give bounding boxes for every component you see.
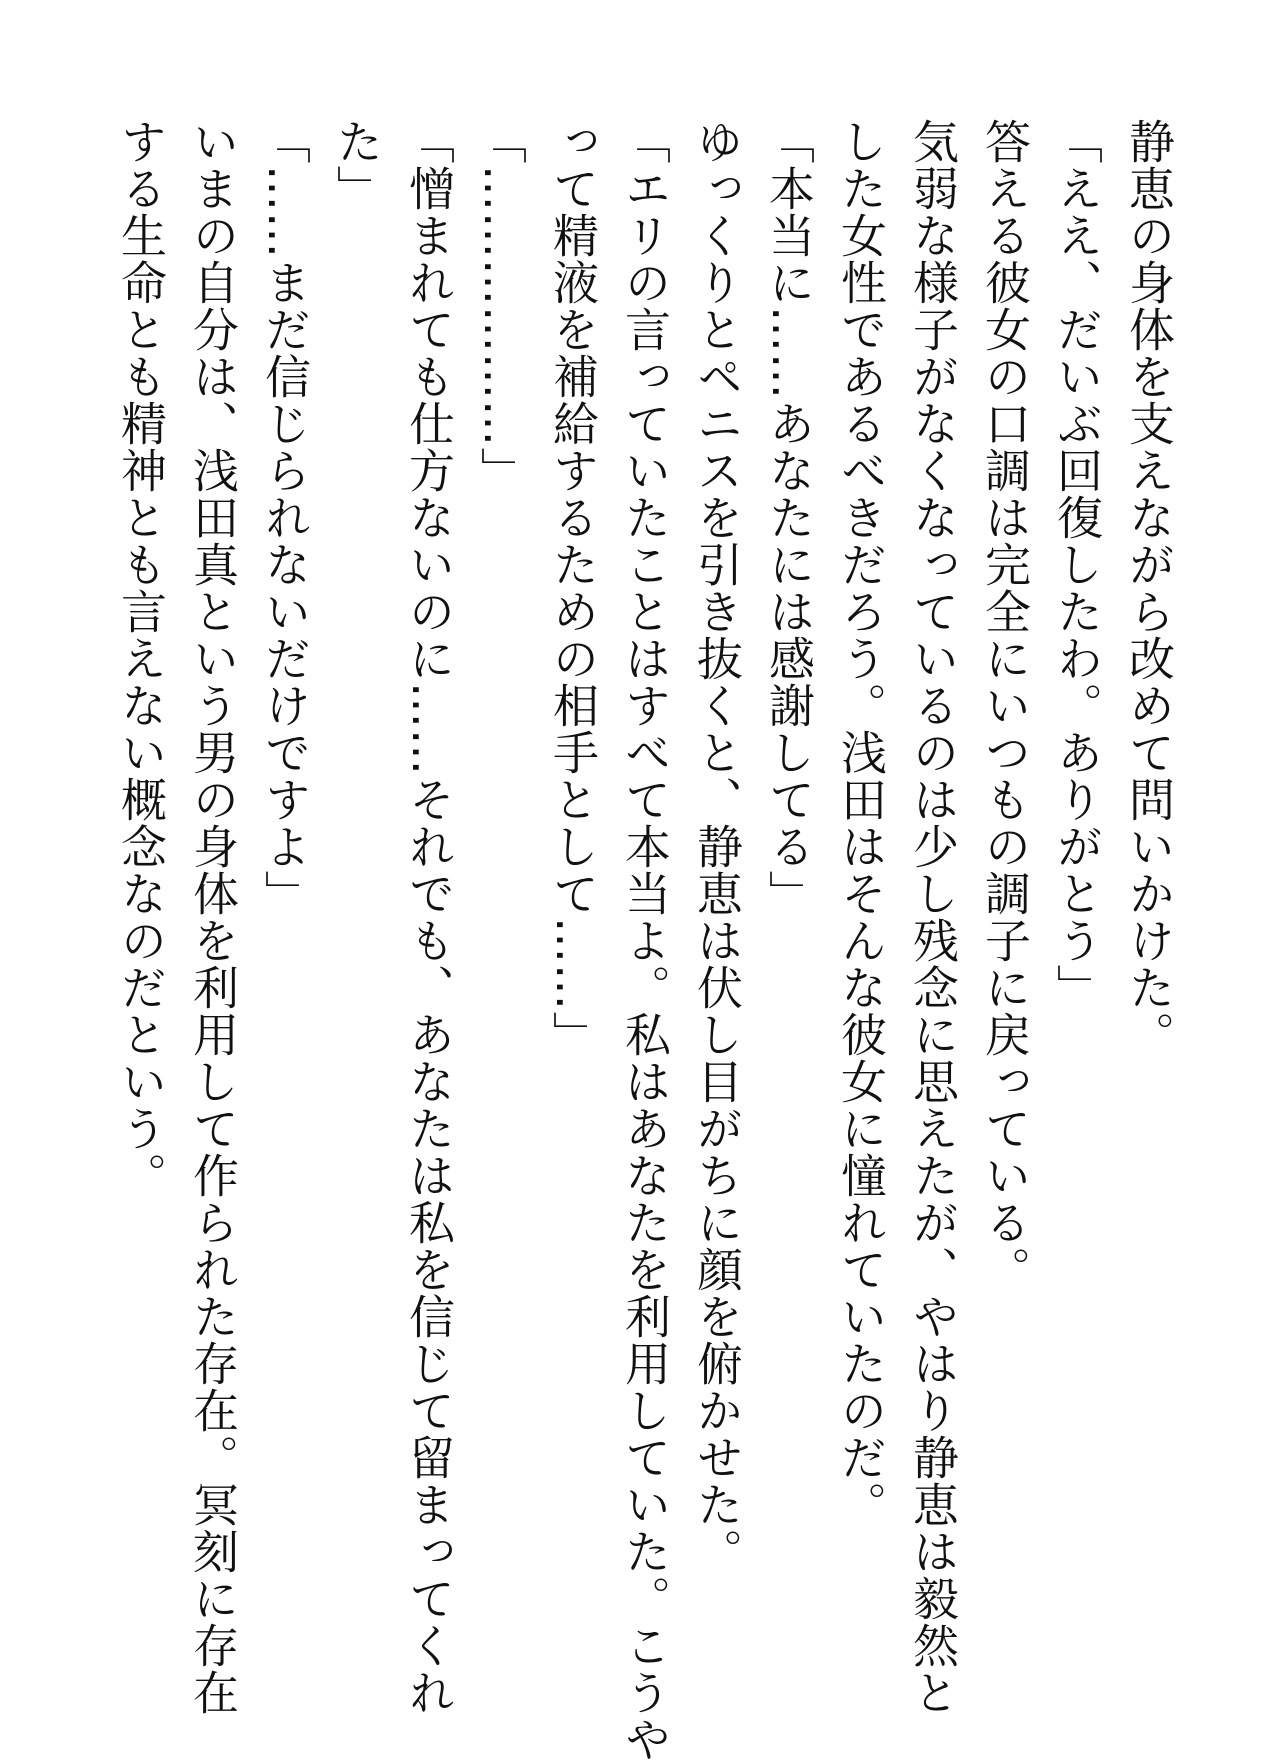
text-line: って精液を補給するための相手として……」	[546, 118, 600, 1058]
text-line: 答える彼女の口調は完全にいつもの調子に戻っている。	[978, 118, 1032, 1293]
text-line: た」	[330, 118, 384, 212]
text-line: 「ええ、だいぶ回復したわ。ありがとう」	[1050, 118, 1104, 1011]
text-line: する生命とも精神とも言えない概念なのだという。	[114, 118, 168, 1199]
text-line: ゆっくりとペニスを引き抜くと、静恵は伏し目がちに顔を俯かせた。	[690, 118, 744, 1575]
text-line: 静恵の身体を支えながら改めて問いかけた。	[1122, 118, 1176, 1058]
text-line: 「憎まれても仕方ないのに……それでも、あなたは私を信じて留まってくれ	[402, 118, 456, 1716]
text-line: 「………………」	[474, 118, 528, 494]
text-line: 「エリの言っていたことはすべて本当よ。私はあなたを利用していた。こうや	[618, 118, 672, 1763]
text-line: 「本当に……あなたには感謝してる」	[762, 118, 816, 917]
text-line: した女性であるべきだろう。浅田はそんな彼女に憧れていたのだ。	[834, 118, 888, 1528]
text-line: 「……まだ信じられないだけですよ」	[258, 118, 312, 917]
text-line: いまの自分は、浅田真という男の身体を利用して作られた存在。冥刻に存在	[186, 118, 240, 1716]
vertical-text-block	[105, 118, 1185, 1763]
text-line: 気弱な様子がなくなっているのは少し残念に思えたが、やはり静恵は毅然と	[906, 118, 960, 1716]
